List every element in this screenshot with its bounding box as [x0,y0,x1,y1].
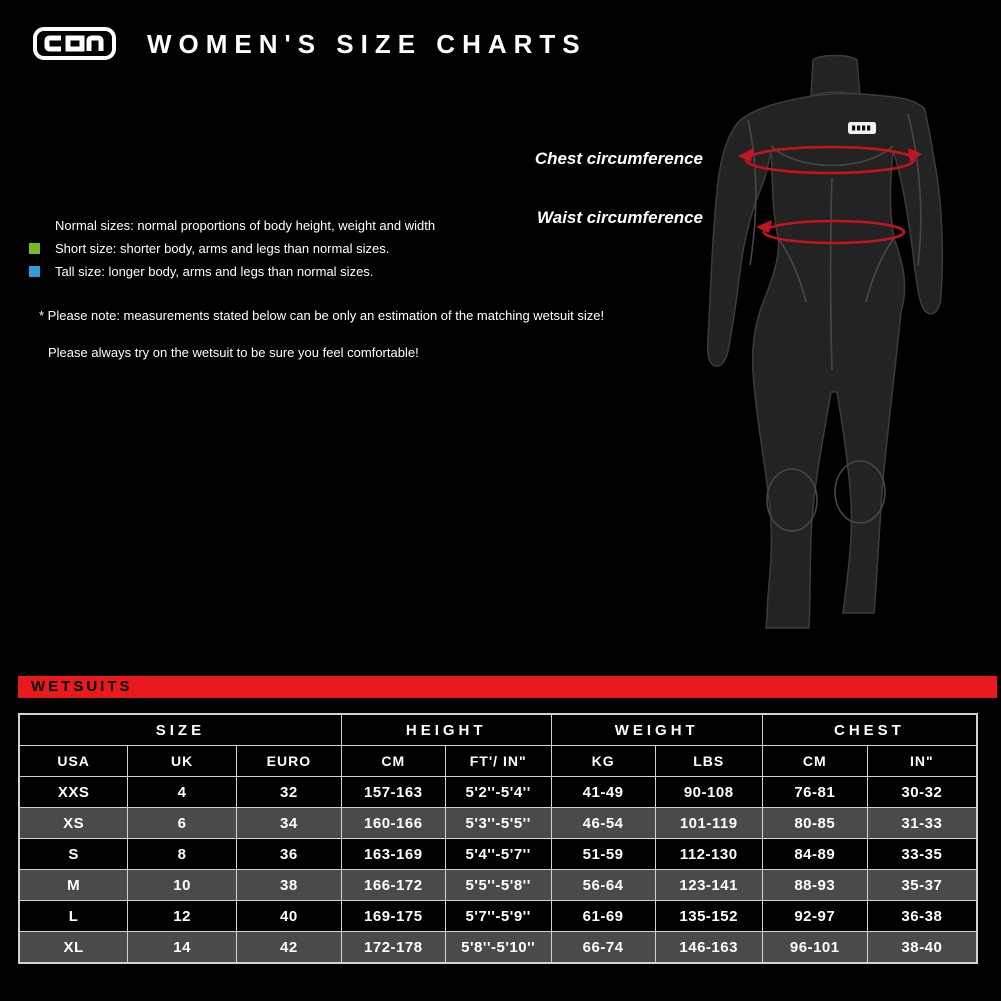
table-cell: 112-130 [655,839,762,870]
table-cell: M [19,870,128,901]
legend-label: Tall size: longer body, arms and legs than normal sizes. [55,264,374,279]
note-try-on: Please always try on the wetsuit to be sure you feel comfortable! [48,345,419,360]
table-cell: 30-32 [867,777,977,808]
table-row [19,870,977,901]
table-cell: 34 [236,808,341,839]
table-cell: 101-119 [655,808,762,839]
table-cell: 12 [128,901,237,932]
table-cell: XL [19,932,128,964]
table-cell: 38 [236,870,341,901]
ion-logo-icon [33,27,116,60]
table-cell: 84-89 [762,839,867,870]
table-cell: 166-172 [341,870,445,901]
table-cell: 160-166 [341,808,445,839]
size-chart-table [18,713,978,964]
table-cell: 38-40 [867,932,977,964]
table-row [19,777,977,808]
column-header: UK [128,746,237,777]
table-cell: 40 [236,901,341,932]
chest-circumference-label: Chest circumference [534,149,703,168]
column-group-header: SIZE [19,714,341,746]
column-group-header: HEIGHT [341,714,551,746]
table-cell: 35-37 [867,870,977,901]
table-cell: 5'4''-5'7'' [445,839,551,870]
banner-label: WETSUITS [31,678,133,695]
note-estimation: * Please note: measurements stated below can be only an estimation of the matching wetsuit size! [39,308,605,323]
column-header: EURO [236,746,341,777]
legend-short-size [29,240,435,257]
table-row [19,932,977,964]
table-cell: 4 [128,777,237,808]
table-cell: 32 [236,777,341,808]
column-header: KG [551,746,655,777]
table-cell: 76-81 [762,777,867,808]
table-cell: 5'7''-5'9'' [445,901,551,932]
table-cell: 51-59 [551,839,655,870]
suit-chest-logo [848,122,876,134]
table-cell: 8 [128,839,237,870]
table-cell: 14 [128,932,237,964]
table-cell: 90-108 [655,777,762,808]
table-cell: 157-163 [341,777,445,808]
table-cell: XS [19,808,128,839]
table-cell: 33-35 [867,839,977,870]
table-cell: 88-93 [762,870,867,901]
table-cell: 5'3''-5'5'' [445,808,551,839]
column-header: CM [341,746,445,777]
table-cell: 169-175 [341,901,445,932]
table-cell: S [19,839,128,870]
column-group-header: CHEST [762,714,977,746]
tall-size-swatch-icon [29,266,40,277]
table-cell: L [19,901,128,932]
column-header: LBS [655,746,762,777]
size-legend [29,217,435,280]
legend-tall-size [29,263,435,280]
table-row [19,901,977,932]
table-cell: 96-101 [762,932,867,964]
table-cell: 92-97 [762,901,867,932]
table-cell: 5'2''-5'4'' [445,777,551,808]
waist-circumference-label: Waist circumference [537,208,703,227]
table-cell: 31-33 [867,808,977,839]
table-cell: 6 [128,808,237,839]
table-cell: 172-178 [341,932,445,964]
table-cell: 135-152 [655,901,762,932]
table-cell: 80-85 [762,808,867,839]
table-cell: 5'5''-5'8'' [445,870,551,901]
table-cell: 56-64 [551,870,655,901]
column-header: FT'/ IN" [445,746,551,777]
legend-normal-size [29,217,435,234]
column-header: IN" [867,746,977,777]
page-title: WOMEN'S SIZE CHARTS [147,29,587,59]
column-header: USA [19,746,128,777]
table-cell: XXS [19,777,128,808]
table-cell: 46-54 [551,808,655,839]
column-group-header-row [19,714,977,746]
table-cell: 42 [236,932,341,964]
table-cell: 163-169 [341,839,445,870]
table-cell: 66-74 [551,932,655,964]
column-header: CM [762,746,867,777]
wetsuit-figure [620,50,1001,670]
table-cell: 41-49 [551,777,655,808]
short-size-swatch-icon [29,243,40,254]
table-cell: 36-38 [867,901,977,932]
table-cell: 10 [128,870,237,901]
legend-label: Short size: shorter body, arms and legs than normal sizes. [55,241,390,256]
table-cell: 61-69 [551,901,655,932]
table-cell: 146-163 [655,932,762,964]
table-cell: 36 [236,839,341,870]
table-row [19,808,977,839]
wetsuits-banner [18,676,997,698]
column-group-header: WEIGHT [551,714,762,746]
table-cell: 123-141 [655,870,762,901]
legend-label: Normal sizes: normal proportions of body height, weight and width [55,218,436,233]
column-header-row [19,746,977,777]
table-cell: 5'8''-5'10'' [445,932,551,964]
table-row [19,839,977,870]
